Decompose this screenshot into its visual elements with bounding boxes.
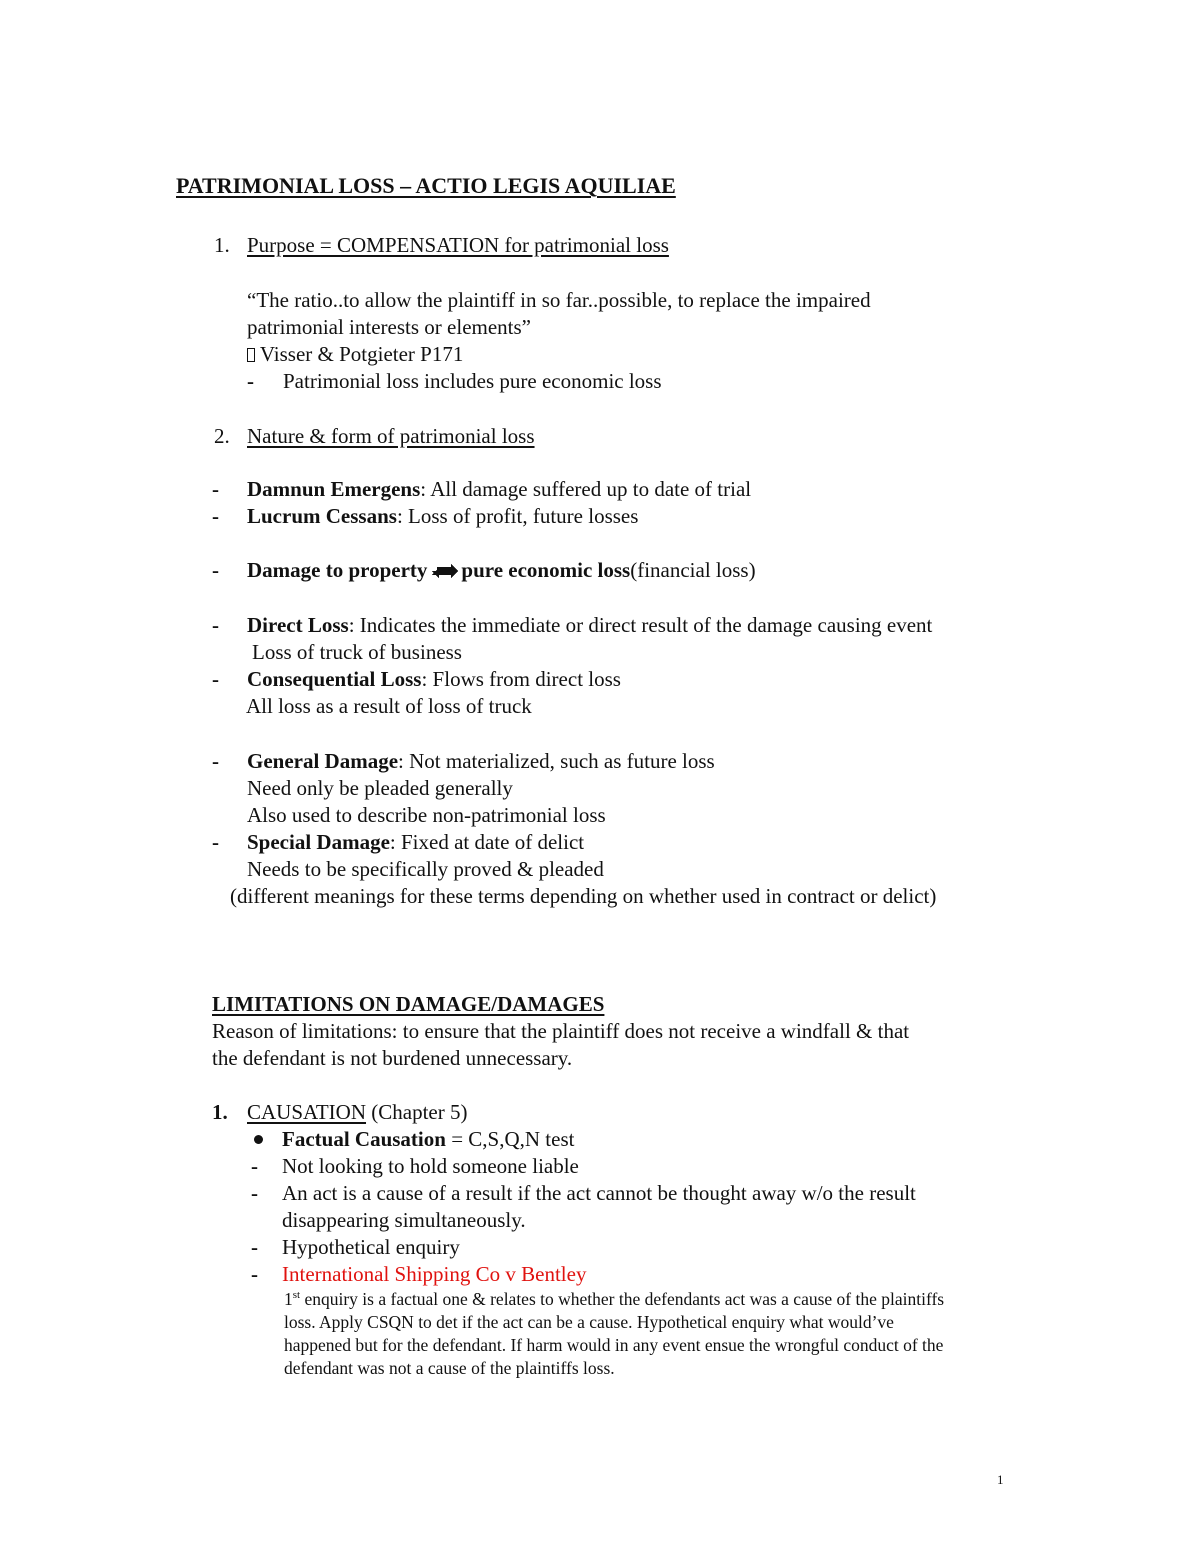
term: Direct Loss <box>247 613 349 637</box>
term-desc: (financial loss) <box>630 558 756 582</box>
quote-line-2: patrimonial interests or elements” <box>247 315 531 339</box>
dash-bullet: - <box>247 369 254 393</box>
list-item-consequential-loss <box>247 666 621 693</box>
causation-heading-line <box>247 1099 467 1126</box>
ordinal: 1 <box>284 1289 293 1309</box>
list-item-special-damage <box>247 829 584 856</box>
case-note-line-2: loss. Apply CSQN to det if the act can be a cause. Hypothetical enquiry what would’ve <box>284 1312 894 1332</box>
citation <box>247 341 463 368</box>
term-desc: : Flows from direct loss <box>421 667 621 691</box>
term: Factual Causation <box>282 1127 446 1151</box>
dash-bullet: - <box>251 1235 258 1259</box>
term: Special Damage <box>247 830 390 854</box>
dash-bullet: - <box>251 1262 258 1286</box>
page-title: PATRIMONIAL LOSS – ACTIO LEGIS AQUILIAE <box>176 173 676 198</box>
list-item-damage-to-property <box>247 557 756 584</box>
section-2-footnote: (different meanings for these terms depending on whether used in contract or delict) <box>230 884 937 908</box>
causation-heading: CAUSATION <box>247 1100 367 1124</box>
dash-bullet: - <box>212 749 219 773</box>
list-item-direct-loss <box>247 612 932 639</box>
list-item-general-damage <box>247 748 715 775</box>
dash-bullet: - <box>251 1154 258 1178</box>
sub-line: All loss as a result of loss of truck <box>246 694 532 718</box>
causation-chapter: (Chapter 5) <box>366 1100 468 1124</box>
case-name: International Shipping Co v Bentley <box>282 1262 587 1286</box>
citation-text: Visser & Potgieter P171 <box>255 342 464 366</box>
term-desc: : All damage suffered up to date of trial <box>420 477 752 501</box>
case-note-line-3: happened but for the defendant. If harm would in any event ensue the wrongful conduct of the <box>284 1335 944 1355</box>
bullet-icon <box>254 1135 263 1144</box>
term: General Damage <box>247 749 399 773</box>
term-desc: : Fixed at date of delict <box>389 830 585 854</box>
dash-bullet: - <box>212 613 219 637</box>
term-desc: : Indicates the immediate or direct result of the damage causing event <box>348 613 933 637</box>
term: Damnun Emergens <box>247 477 421 501</box>
dash-bullet: - <box>212 830 219 854</box>
quote-line-1: “The ratio..to allow the plaintiff in so far..possible, to replace the impaired <box>247 288 871 312</box>
limitations-intro-1: Reason of limitations: to ensure that the plaintiff does not receive a windfall & that <box>212 1019 910 1043</box>
sub-line: Also used to describe non-patrimonial loss <box>247 803 606 827</box>
term-desc: : Not materialized, such as future loss <box>398 749 715 773</box>
page-number: 1 <box>997 1472 1004 1487</box>
section-2-number: 2. <box>214 424 230 448</box>
double-arrow-icon <box>432 564 458 578</box>
causation-point-continued: disappearing simultaneously. <box>282 1208 526 1232</box>
ordinal-suffix: st <box>292 1289 301 1302</box>
dash-bullet: - <box>251 1181 258 1205</box>
list-item-damnun-emergens <box>247 476 751 503</box>
sub-line: Needs to be specifically proved & pleaded <box>247 857 604 881</box>
dash-bullet: - <box>212 667 219 691</box>
causation-point: An act is a cause of a result if the act cannot be thought away w/o the result <box>282 1181 916 1205</box>
dash-bullet: - <box>212 558 219 582</box>
dash-bullet: - <box>212 477 219 501</box>
term: Consequential Loss <box>247 667 422 691</box>
factual-causation <box>282 1126 574 1153</box>
case-note-text: enquiry is a factual one & relates to whether the defendants act was a cause of the plaintiffs <box>300 1289 945 1309</box>
term-desc: = C,S,Q,N test <box>445 1127 575 1151</box>
dash-bullet: - <box>212 504 219 528</box>
case-note-line-1 <box>284 1288 944 1311</box>
section-1-number: 1. <box>214 233 230 257</box>
section-1-note: Patrimonial loss includes pure economic loss <box>283 369 662 393</box>
term: Damage to property <box>247 558 428 582</box>
causation-point: Not looking to hold someone liable <box>282 1154 579 1178</box>
causation-point: Hypothetical enquiry <box>282 1235 460 1259</box>
term-desc: : Loss of profit, future losses <box>396 504 639 528</box>
section-2-heading: Nature & form of patrimonial loss <box>247 424 535 448</box>
case-note-line-4: defendant was not a cause of the plaintiffs loss. <box>284 1358 615 1378</box>
causation-number: 1. <box>212 1100 228 1124</box>
limitations-heading: LIMITATIONS ON DAMAGE/DAMAGES <box>212 992 605 1016</box>
section-1-heading: Purpose = COMPENSATION for patrimonial loss <box>247 233 669 257</box>
limitations-intro-2: the defendant is not burdened unnecessary. <box>212 1046 573 1070</box>
list-item-lucrum-cessans <box>247 503 638 530</box>
sub-line: Loss of truck of business <box>252 640 462 664</box>
sub-line: Need only be pleaded generally <box>247 776 513 800</box>
term-2: pure economic loss <box>461 558 631 582</box>
arrow-right-icon <box>247 348 255 362</box>
term: Lucrum Cessans <box>247 504 397 528</box>
